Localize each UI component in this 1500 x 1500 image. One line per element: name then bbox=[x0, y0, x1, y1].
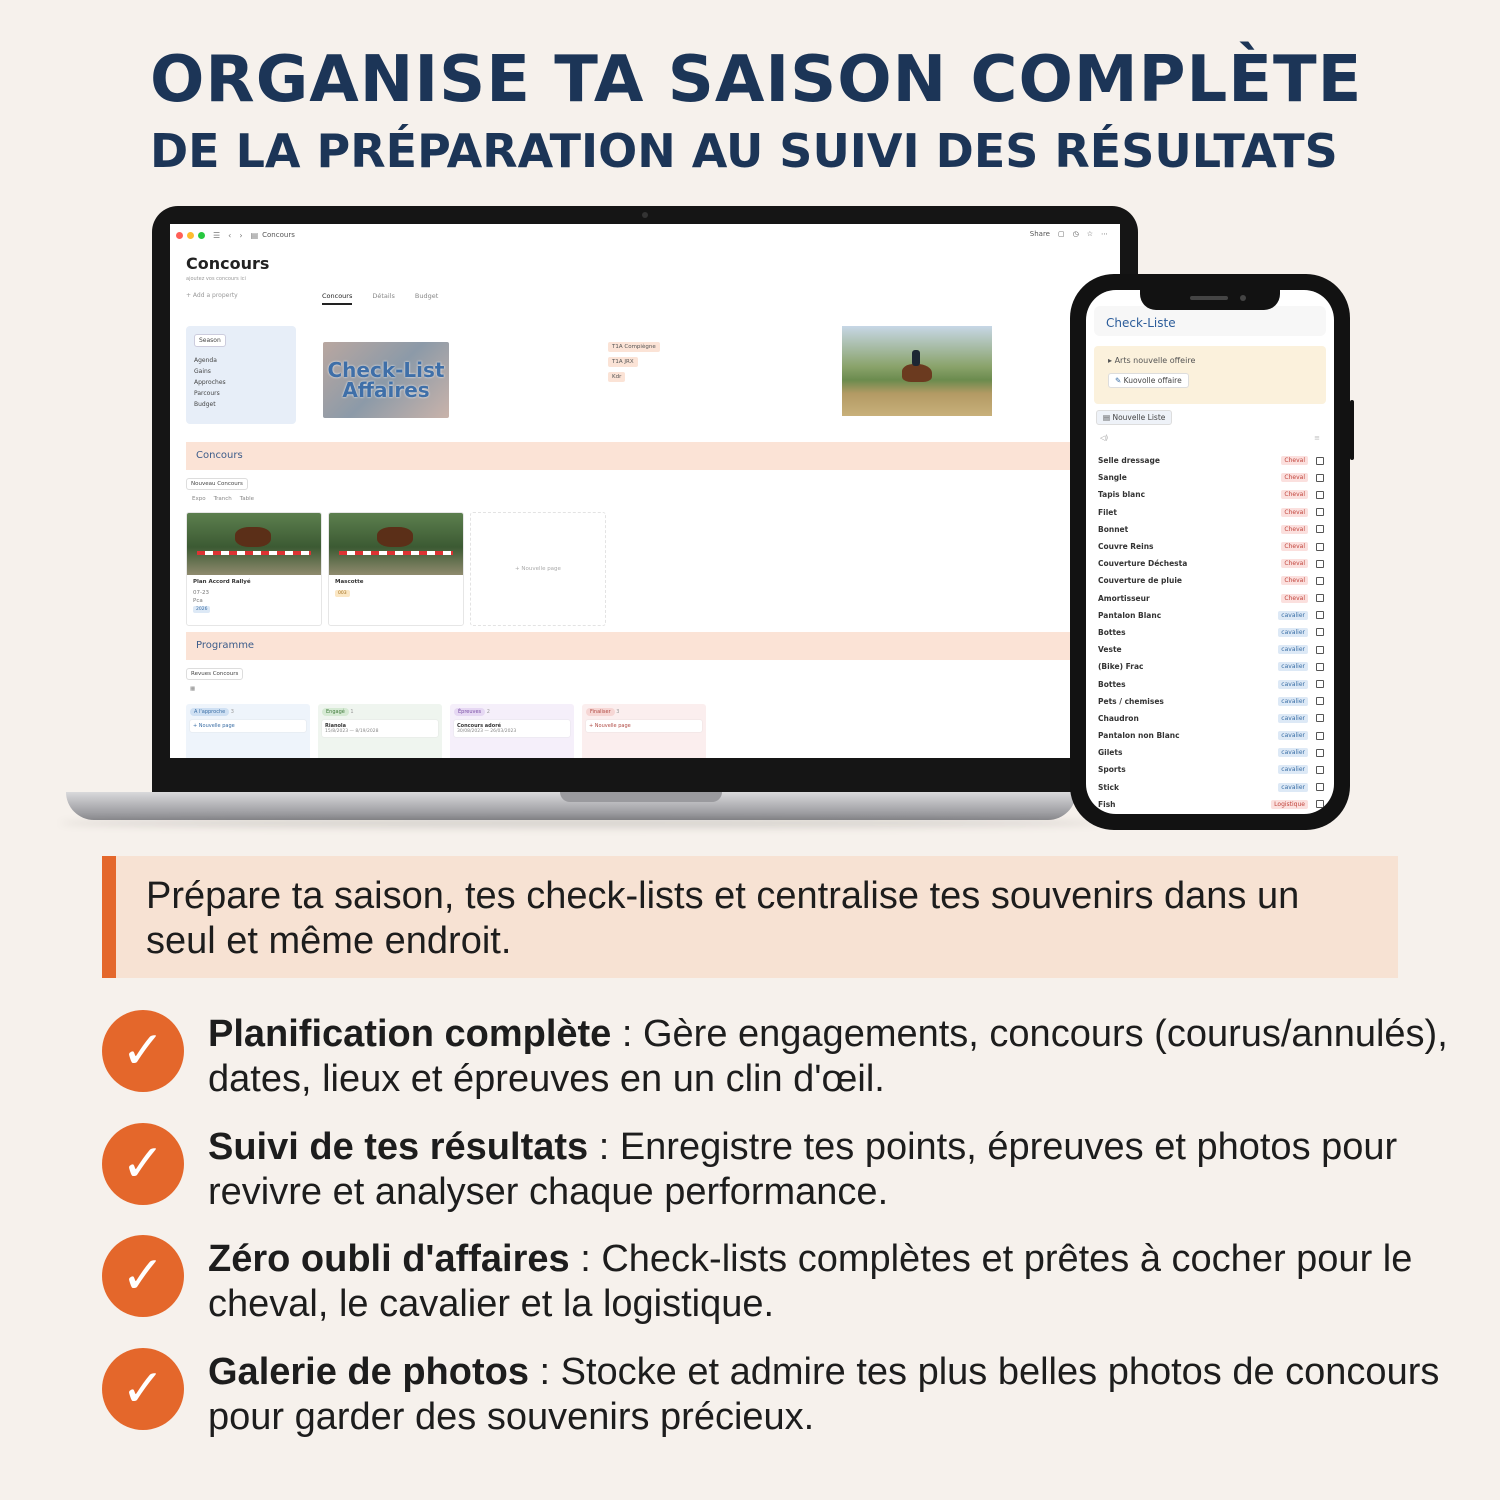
feature-title: Suivi de tes résultats bbox=[208, 1125, 589, 1168]
kanban-card[interactable]: + Nouvelle page bbox=[190, 720, 306, 732]
offer-toggle[interactable]: ▸ Arts nouvelle offeire bbox=[1108, 356, 1196, 365]
menu-icon[interactable]: ☰ bbox=[213, 230, 221, 240]
checkmark-icon: ✓ bbox=[102, 1348, 184, 1430]
section-programme: Programme bbox=[186, 632, 1106, 660]
checklist-item-name: Tapis blanc bbox=[1098, 490, 1146, 500]
checkbox[interactable] bbox=[1316, 646, 1324, 654]
checkbox[interactable] bbox=[1316, 543, 1324, 551]
nav-box bbox=[186, 326, 296, 424]
checklist-items bbox=[1098, 452, 1324, 813]
cover-text-line-2: Affaires bbox=[342, 378, 430, 402]
headline bbox=[150, 40, 1362, 182]
card-photo bbox=[329, 513, 463, 575]
checklist-item-tag: cavalier bbox=[1278, 748, 1308, 757]
checklist-row[interactable] bbox=[1098, 521, 1324, 538]
checklist-item-tag: Cheval bbox=[1281, 456, 1308, 465]
kanban-card-meta: 15/8/2023 — 8/19/2028 bbox=[325, 729, 379, 734]
checkbox[interactable] bbox=[1316, 766, 1324, 774]
card-badge: 2026 bbox=[193, 606, 210, 613]
checklist-item-tag: cavalier bbox=[1278, 697, 1308, 706]
checkmark-icon: ✓ bbox=[102, 1235, 184, 1317]
checklist-item-name: Selle dressage bbox=[1098, 456, 1160, 466]
gallery-card[interactable] bbox=[186, 512, 322, 626]
checkbox[interactable] bbox=[1316, 560, 1324, 568]
checkbox[interactable] bbox=[1316, 714, 1324, 722]
checklist-item-name: Couverture Déchesta bbox=[1098, 559, 1188, 569]
board-icon[interactable]: ▦ bbox=[190, 686, 196, 692]
checkbox[interactable] bbox=[1316, 800, 1324, 808]
nav-item-agenda[interactable]: Agenda bbox=[194, 357, 217, 364]
checkbox[interactable] bbox=[1316, 611, 1324, 619]
checklist-item-tag: cavalier bbox=[1278, 628, 1308, 637]
checklist-item-name: Sports bbox=[1098, 765, 1126, 775]
feature-item bbox=[102, 1235, 1462, 1348]
forward-icon[interactable]: › bbox=[239, 230, 243, 240]
sound-icon[interactable]: ◁) bbox=[1100, 434, 1109, 442]
checklist-item-tag: cavalier bbox=[1278, 662, 1308, 671]
kanban-card-title: Rianola bbox=[325, 723, 347, 729]
checkbox[interactable] bbox=[1316, 663, 1324, 671]
new-list-button[interactable]: ▤ Nouvelle Liste bbox=[1096, 410, 1172, 425]
feature-text bbox=[208, 1125, 1458, 1215]
kanban-column bbox=[582, 704, 706, 758]
phone-screen bbox=[1086, 290, 1334, 814]
checkbox[interactable] bbox=[1316, 783, 1324, 791]
feature-title: Planification complète bbox=[208, 1013, 612, 1055]
page-subtitle: ajoutez vos concours ici bbox=[186, 276, 246, 282]
view-tab-table[interactable]: Table bbox=[239, 496, 255, 502]
kanban-count: 1 bbox=[350, 709, 354, 715]
nav-item-budget[interactable]: Budget bbox=[194, 401, 216, 408]
checklist-item-name: Chaudron bbox=[1098, 713, 1139, 723]
new-offer-button[interactable]: ✎ Kuovolle offaire bbox=[1108, 373, 1189, 388]
checkbox[interactable] bbox=[1316, 457, 1324, 465]
checklist-item-name: Veste bbox=[1098, 645, 1122, 655]
checklist-item-name: Pantalon non Blanc bbox=[1098, 731, 1180, 741]
laptop-camera bbox=[642, 212, 648, 218]
checklist-item-name: Couvre Reins bbox=[1098, 542, 1154, 552]
tab-concours[interactable]: Concours bbox=[322, 292, 352, 305]
minimize-dot-icon[interactable] bbox=[187, 232, 194, 239]
checkbox[interactable] bbox=[1316, 732, 1324, 740]
kanban-card-title: Concours adoré bbox=[457, 723, 502, 729]
phone-side-button bbox=[1350, 400, 1354, 460]
checklist-item-tag: Cheval bbox=[1281, 508, 1308, 517]
view-tab-tranch[interactable]: Tranch bbox=[213, 496, 232, 502]
checklist-item-name: Stick bbox=[1098, 782, 1119, 792]
checkbox[interactable] bbox=[1316, 697, 1324, 705]
card-title: Plan Accord Rallyé bbox=[193, 579, 251, 585]
checklist-item-name: Bottes bbox=[1098, 679, 1126, 689]
checklist-item-tag: cavalier bbox=[1278, 783, 1308, 792]
checklist-row[interactable] bbox=[1098, 452, 1324, 469]
card-meta: Pca bbox=[193, 598, 203, 604]
checklist-row[interactable] bbox=[1098, 538, 1324, 555]
checklist-item-tag: Cheval bbox=[1281, 594, 1308, 603]
checklist-item-tag: Cheval bbox=[1281, 559, 1308, 568]
kanban-label: A l'approche bbox=[190, 708, 229, 716]
checkmark-icon: ✓ bbox=[102, 1123, 184, 1205]
checklist-row[interactable] bbox=[1098, 504, 1324, 521]
new-concours-button[interactable]: Nouveau Concours bbox=[186, 478, 248, 490]
headline-line-1: ORGANISE TA SAISON COMPLÈTE bbox=[150, 43, 1363, 117]
maximize-dot-icon[interactable] bbox=[198, 232, 205, 239]
tag-item[interactable]: T1A Compiègne bbox=[608, 342, 660, 352]
laptop-mockup bbox=[152, 206, 1138, 796]
laptop-notch bbox=[560, 792, 722, 802]
checklist-item-name: Bottes bbox=[1098, 627, 1126, 637]
checklist-row[interactable] bbox=[1098, 658, 1324, 675]
list-icon: ▤ bbox=[1103, 413, 1113, 422]
checklist-row[interactable] bbox=[1098, 607, 1324, 624]
close-dot-icon[interactable] bbox=[176, 232, 183, 239]
kanban-count: 3 bbox=[616, 709, 620, 715]
checklist-item-name: Filet bbox=[1098, 507, 1117, 517]
comment-icon[interactable]: ▢ bbox=[1057, 230, 1065, 238]
laptop-base bbox=[66, 792, 1076, 820]
back-icon[interactable]: ‹ bbox=[228, 230, 232, 240]
feature-item bbox=[102, 1123, 1462, 1236]
checklist-row[interactable] bbox=[1098, 779, 1324, 796]
page-title: Concours bbox=[186, 254, 270, 273]
card-title: Mascotte bbox=[335, 579, 364, 585]
checkbox[interactable] bbox=[1316, 680, 1324, 688]
rider-shape bbox=[912, 350, 920, 366]
checklist-item-tag: cavalier bbox=[1278, 611, 1308, 620]
card-photo bbox=[187, 513, 321, 575]
feature-description: : Enregistre tes points, épreuves et photos pour revivre et analyser chaque performance. bbox=[208, 1125, 1398, 1213]
checklist-item-tag: cavalier bbox=[1278, 714, 1308, 723]
checkbox[interactable] bbox=[1316, 508, 1324, 516]
nav-item-parcours[interactable]: Parcours bbox=[194, 390, 220, 397]
checklist-item-name: Bonnet bbox=[1098, 524, 1129, 534]
kanban-count: 3 bbox=[230, 709, 234, 715]
add-property-button[interactable]: + Add a property bbox=[186, 292, 238, 299]
nav-item-gains[interactable]: Gains bbox=[194, 368, 211, 375]
kanban-card[interactable] bbox=[322, 720, 438, 737]
revues-concours-button[interactable]: Revues Concours bbox=[186, 668, 243, 680]
checkbox[interactable] bbox=[1316, 749, 1324, 757]
kanban-label: Engagé bbox=[322, 708, 349, 716]
checkbox[interactable] bbox=[1316, 474, 1324, 482]
gallery-card[interactable] bbox=[328, 512, 464, 626]
tab-budget[interactable]: Budget bbox=[414, 292, 439, 300]
checkmark-icon: ✓ bbox=[102, 1010, 184, 1092]
checklist-row[interactable] bbox=[1098, 590, 1324, 607]
new-page-card[interactable]: + Nouvelle page bbox=[470, 512, 606, 626]
checklist-item-tag: cavalier bbox=[1278, 765, 1308, 774]
favorite-icon[interactable]: ☆ bbox=[1086, 230, 1093, 238]
tag-item[interactable]: Kdr bbox=[608, 372, 625, 382]
checklist-item-name: Gilets bbox=[1098, 748, 1123, 758]
page-icon: ▤ bbox=[250, 230, 259, 240]
triangle-right-icon: ▸ bbox=[1108, 356, 1115, 365]
checklist-item-name: (Bike) Frac bbox=[1098, 662, 1144, 672]
checklist-item-tag: Cheval bbox=[1281, 490, 1308, 499]
checklist-item-tag: cavalier bbox=[1278, 645, 1308, 654]
cover-text-line-1: Check-List bbox=[327, 358, 445, 382]
season-button[interactable]: Season bbox=[194, 334, 226, 347]
kanban-column bbox=[318, 704, 442, 758]
view-tab-expo[interactable]: Expo bbox=[192, 496, 206, 502]
checklist-item-tag: Cheval bbox=[1281, 473, 1308, 482]
feature-title: Zéro oubli d'affaires bbox=[208, 1238, 570, 1280]
kanban-card[interactable]: + Nouvelle page bbox=[586, 720, 702, 732]
kanban-column bbox=[186, 704, 310, 758]
feature-text bbox=[208, 1237, 1458, 1327]
share-button[interactable]: Share bbox=[1029, 230, 1050, 238]
filter-icon[interactable]: ≡ bbox=[1314, 434, 1320, 442]
kanban-count: 2 bbox=[486, 709, 490, 715]
kanban-card-meta: 30/08/2023 — 26/03/2023 bbox=[457, 729, 517, 734]
checklist-item-tag: Cheval bbox=[1281, 525, 1308, 534]
checklist-row[interactable] bbox=[1098, 727, 1324, 744]
phone-notch bbox=[1140, 290, 1280, 310]
hero-horse-photo bbox=[842, 326, 992, 416]
checklist-item-name: Fish bbox=[1098, 799, 1116, 809]
checkbox[interactable] bbox=[1316, 491, 1324, 499]
laptop-shadow bbox=[60, 818, 1100, 828]
more-icon[interactable]: ⋯ bbox=[1101, 230, 1108, 238]
breadcrumb[interactable]: Concours bbox=[262, 231, 295, 239]
card-badge: 003 bbox=[335, 590, 350, 597]
feature-text bbox=[208, 1350, 1458, 1440]
gallery-view-tabs bbox=[192, 496, 254, 502]
kanban-card[interactable] bbox=[454, 720, 570, 737]
checklist-row[interactable] bbox=[1098, 796, 1324, 813]
card-meta: 07-23 bbox=[193, 590, 209, 596]
checklist-row[interactable] bbox=[1098, 744, 1324, 761]
feature-description: : Stocke et admire tes plus belles photos de concours pour garder des souvenirs précieux. bbox=[208, 1350, 1440, 1438]
kanban-label: Épreuves bbox=[454, 708, 485, 716]
feature-item bbox=[102, 1010, 1462, 1123]
callout-box: Prépare ta saison, tes check-lists et centralise tes souvenirs dans un seul et même endroit. bbox=[102, 856, 1398, 978]
nav-item-approches[interactable]: Approches bbox=[194, 379, 226, 386]
phone-mockup bbox=[1070, 274, 1350, 830]
checklist-row[interactable] bbox=[1098, 693, 1324, 710]
laptop-screen bbox=[170, 224, 1120, 758]
checklist-row[interactable] bbox=[1098, 710, 1324, 727]
checklist-item-name: Couverture de pluie bbox=[1098, 576, 1182, 586]
checklist-row[interactable] bbox=[1098, 572, 1324, 589]
checklist-row[interactable] bbox=[1098, 675, 1324, 692]
feature-item bbox=[102, 1348, 1462, 1461]
checklist-row[interactable] bbox=[1098, 641, 1324, 658]
tag-list bbox=[608, 342, 660, 387]
checklist-row[interactable] bbox=[1098, 486, 1324, 503]
pin-icon: ✎ bbox=[1115, 376, 1124, 385]
history-icon[interactable]: ◷ bbox=[1072, 230, 1079, 238]
checklist-row[interactable] bbox=[1098, 761, 1324, 778]
checkbox[interactable] bbox=[1316, 594, 1324, 602]
horse-shape bbox=[902, 364, 932, 382]
checklist-item-tag: cavalier bbox=[1278, 680, 1308, 689]
checklist-item-tag: Logistique bbox=[1271, 800, 1308, 809]
checklist-item-name: Pets / chemises bbox=[1098, 696, 1164, 706]
tag-item[interactable]: T1A JRX bbox=[608, 357, 638, 367]
feature-text bbox=[208, 1012, 1458, 1102]
kanban-label: Finaliser bbox=[586, 708, 615, 716]
view-tabs bbox=[322, 292, 438, 305]
checklist-row[interactable] bbox=[1098, 469, 1324, 486]
checklist-row[interactable] bbox=[1098, 555, 1324, 572]
checklist-item-tag: Cheval bbox=[1281, 576, 1308, 585]
checklist-item-name: Amortisseur bbox=[1098, 593, 1150, 603]
feature-description: : Check-lists complètes et prêtes à cocher pour le cheval, le cavalier et la logistique. bbox=[208, 1238, 1413, 1325]
checkbox[interactable] bbox=[1316, 577, 1324, 585]
checkbox[interactable] bbox=[1316, 525, 1324, 533]
checklist-item-name: Pantalon Blanc bbox=[1098, 610, 1162, 620]
tab-details[interactable]: Détails bbox=[372, 292, 395, 300]
browser-topbar bbox=[170, 224, 1120, 246]
offer-box bbox=[1094, 346, 1326, 404]
headline-line-2: DE LA PRÉPARATION AU SUIVI DES RÉSULTATS bbox=[150, 124, 1338, 178]
checklist-item-tag: Cheval bbox=[1281, 542, 1308, 551]
checklist-item-tag: cavalier bbox=[1278, 731, 1308, 740]
checklist-title: Check-Liste bbox=[1094, 306, 1326, 336]
checklist-item-name: Sangle bbox=[1098, 473, 1127, 483]
feature-title: Galerie de photos bbox=[208, 1350, 529, 1393]
feature-list bbox=[102, 1010, 1462, 1460]
feature-description: : Gère engagements, concours (courus/annulés), dates, lieux et épreuves en un clin d'œil. bbox=[208, 1013, 1448, 1100]
kanban-column bbox=[450, 704, 574, 758]
checklist-row[interactable] bbox=[1098, 624, 1324, 641]
section-concours: Concours bbox=[186, 442, 1106, 470]
checklist-cover-image[interactable] bbox=[323, 342, 449, 418]
checkbox[interactable] bbox=[1316, 628, 1324, 636]
